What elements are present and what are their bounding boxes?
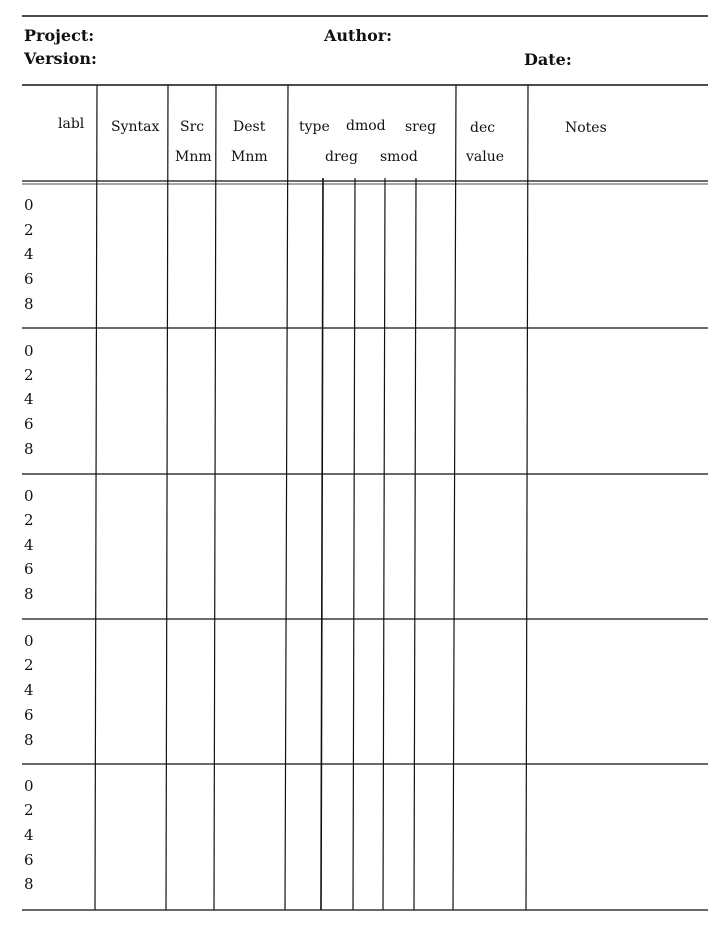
row-label: 2: [24, 656, 34, 674]
row-label: 4: [24, 826, 34, 844]
row-label: 4: [24, 245, 34, 263]
row-label: 6: [24, 706, 34, 724]
row-label: 6: [24, 270, 34, 288]
col-header-labl: labl: [58, 116, 85, 132]
row-label: 6: [24, 415, 34, 433]
col-div-fields: [453, 85, 456, 910]
col-header-src: Src: [180, 119, 205, 135]
row-label: 8: [24, 731, 34, 749]
col-header-value: value: [466, 149, 505, 165]
col-header-type: type: [299, 119, 330, 135]
col-div-dec: [526, 85, 528, 910]
col-header-dest: Dest: [233, 119, 266, 135]
col-div-dest: [285, 85, 288, 910]
row-label: 0: [24, 777, 34, 795]
row-label: 4: [24, 390, 34, 408]
subcol-div-smod: [414, 178, 416, 910]
col-div-src: [214, 85, 216, 910]
col-header-notes: Notes: [565, 120, 607, 136]
row-label: 2: [24, 511, 34, 529]
row-label: 8: [24, 585, 34, 603]
row-label: 8: [24, 440, 34, 458]
project-label: Project:: [24, 26, 95, 45]
row-label: 8: [24, 875, 34, 893]
col-header-dreg: dreg: [325, 149, 358, 165]
row-label: 0: [24, 196, 34, 214]
col-header-dec: dec: [470, 120, 496, 136]
col-div-syntax: [166, 85, 168, 910]
row-label: 8: [24, 295, 34, 313]
author-label: Author:: [324, 26, 393, 45]
row-label: 0: [24, 487, 34, 505]
subcol-div-type: [321, 178, 323, 910]
col-header-sreg: sreg: [405, 119, 437, 135]
col-header-dmod: dmod: [346, 118, 386, 134]
col-div-labl: [95, 85, 97, 910]
date-label: Date:: [524, 50, 572, 69]
row-label: 6: [24, 560, 34, 578]
row-label: 0: [24, 342, 34, 360]
col-header-smod: smod: [380, 149, 418, 165]
row-label: 2: [24, 221, 34, 239]
subcol-div-dreg: [383, 178, 385, 910]
version-label: Version:: [24, 49, 97, 68]
row-label: 4: [24, 681, 34, 699]
subcol-div-dmod: [353, 178, 355, 910]
col-header-syntax: Syntax: [111, 119, 160, 135]
col-header-src-mnm: Mnm: [175, 149, 212, 165]
row-label: 2: [24, 366, 34, 384]
col-header-dest-mnm: Mnm: [231, 149, 268, 165]
row-label: 4: [24, 536, 34, 554]
row-label: 2: [24, 801, 34, 819]
row-label: 6: [24, 851, 34, 869]
row-label: 0: [24, 632, 34, 650]
